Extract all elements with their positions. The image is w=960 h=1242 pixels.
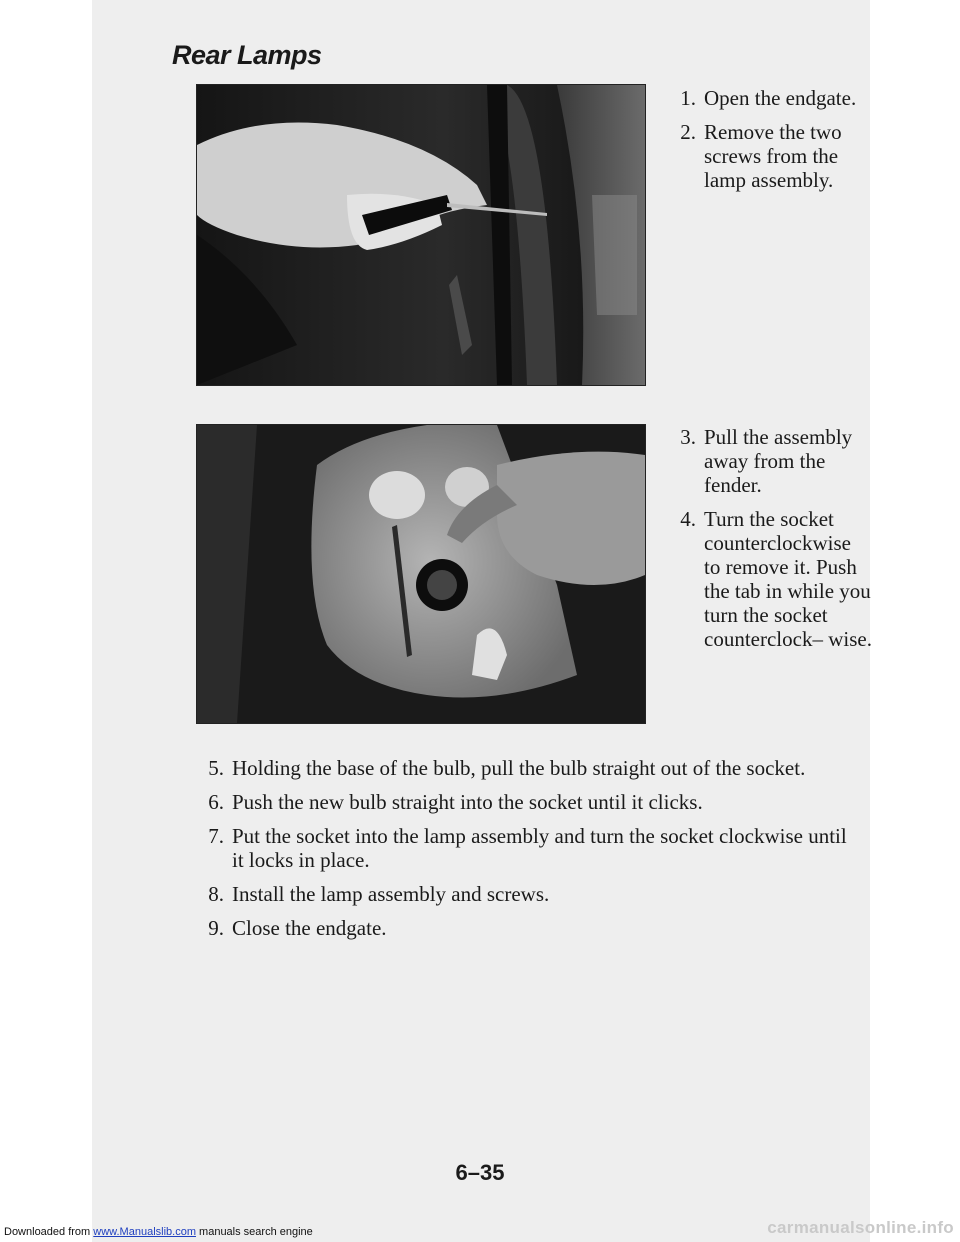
steps-list-top [672, 86, 872, 202]
step-text: Put the socket into the lamp assembly and turn the socket clockwise until it locks in place. [232, 824, 847, 872]
step-text: Remove the two screws from the lamp assembly. [704, 120, 842, 192]
page-title: Rear Lamps [172, 40, 322, 70]
step-text: Turn the socket counterclockwise to remove it. Push the tab in while you turn the socket counterclock– wise. [704, 507, 872, 651]
manualslib-link[interactable]: www.Manualslib.com [93, 1226, 196, 1238]
step-text: Install the lamp assembly and screws. [232, 882, 550, 906]
list-item [200, 882, 850, 906]
steps-list-bottom [200, 756, 850, 950]
step-number: 4. [680, 507, 696, 531]
list-item [672, 86, 872, 110]
step-number: 6. [208, 790, 224, 814]
watermark: carmanualsonline.info [767, 1218, 954, 1237]
step-number: 1. [680, 86, 696, 110]
steps-list-middle [672, 425, 872, 661]
page-number: 6–35 [455, 1160, 505, 1185]
footer-prefix: Downloaded from [4, 1226, 94, 1238]
step-text: Open the endgate. [704, 86, 857, 110]
list-item [200, 790, 850, 814]
list-item [672, 120, 872, 192]
list-item [672, 425, 872, 497]
download-footer [4, 1226, 313, 1238]
step-number: 9. [208, 916, 224, 940]
step-number: 8. [208, 882, 224, 906]
step-text: Pull the assembly away from the fender. [704, 425, 853, 497]
footer-suffix: manuals search engine [195, 1226, 313, 1238]
step-number: 7. [208, 824, 224, 848]
list-item [672, 507, 872, 651]
list-item [200, 824, 850, 872]
list-item [200, 916, 850, 940]
step-text: Push the new bulb straight into the socket until it clicks. [232, 790, 703, 814]
step-text: Holding the base of the bulb, pull the bulb straight out of the socket. [232, 756, 806, 780]
step-text: Close the endgate. [232, 916, 387, 940]
step-number: 3. [680, 425, 696, 449]
step-number: 5. [208, 756, 224, 780]
lamp-assembly-socket-photo [196, 424, 646, 724]
screwdriver-removing-lamp-screws-photo [196, 84, 646, 386]
list-item [200, 756, 850, 780]
step-number: 2. [680, 120, 696, 144]
